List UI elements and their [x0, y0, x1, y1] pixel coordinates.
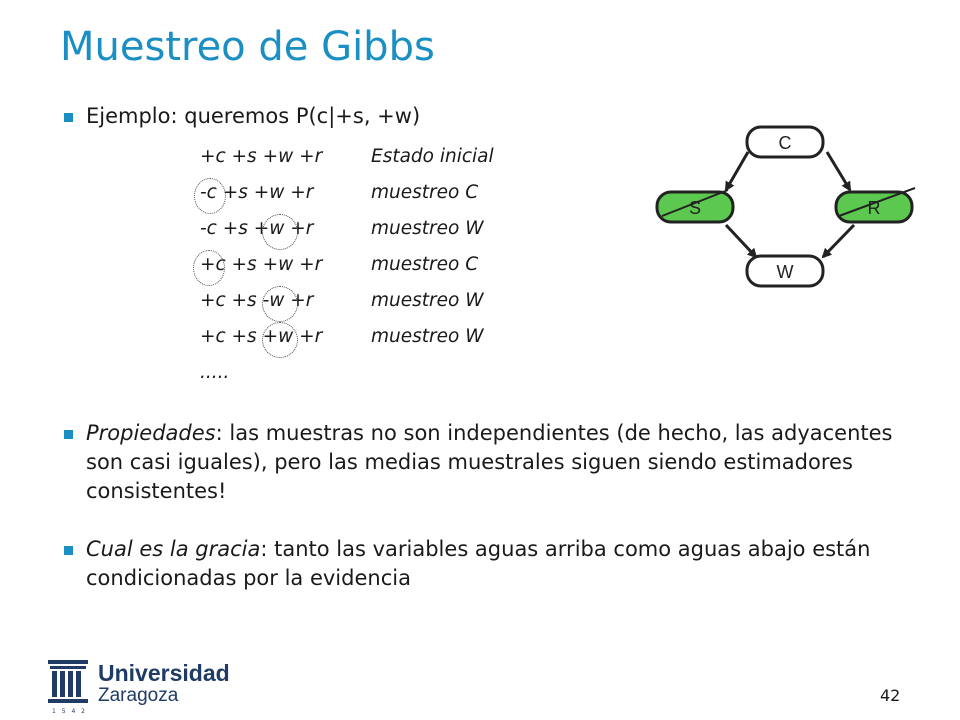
sample-state: +c +s +w +r: [200, 146, 323, 167]
bullet-properties: [86, 419, 906, 506]
sample-ellipsis: .....: [200, 362, 230, 383]
node-c-label: C: [778, 133, 792, 153]
logo-university: Universidad: [98, 660, 230, 686]
university-logo: [46, 656, 230, 715]
page-number: 42: [880, 686, 901, 705]
sample-action: muestreo C: [371, 182, 479, 203]
resample-circle: [262, 286, 298, 322]
slide-title: Muestreo de Gibbs: [60, 24, 435, 70]
resample-circle: [194, 178, 226, 214]
node-s: [657, 190, 733, 222]
sample-state: +c +s +w +r: [200, 326, 323, 347]
properties-term: Propiedades: [86, 421, 216, 445]
edge-c-r: [827, 152, 850, 190]
point-text: : tanto las variables aguas arriba como aguas abajo están condicionadas por la evidencia: [86, 537, 871, 590]
node-r: [836, 188, 915, 222]
bullet-marker: [64, 430, 76, 442]
edge-c-s: [726, 152, 748, 190]
sample-state: -c +s +w +r: [200, 182, 314, 203]
sample-action: muestreo W: [371, 218, 484, 239]
bullet-marker: [64, 113, 76, 125]
resample-circle: [193, 250, 225, 286]
point-term: Cual es la gracia: [86, 537, 261, 561]
sample-state: +c +s +w +r: [200, 254, 323, 275]
resample-circle: [262, 322, 298, 358]
sample-state: -c +s +w +r: [200, 218, 314, 239]
edge-r-w: [823, 225, 854, 257]
edge-s-w: [726, 225, 756, 257]
logo-zaragoza: Zaragoza: [98, 685, 179, 706]
bayes-network-diagram: [640, 110, 930, 300]
logo-year: 1 5 4 2: [52, 708, 87, 715]
node-w-label: W: [776, 262, 794, 282]
properties-text: : las muestras no son independientes (de hecho, las adyacentes son casi iguales), pero las medias muestrales siguen siendo estimadores consistentes!: [86, 421, 893, 503]
sample-state: +c +s -w +r: [200, 290, 314, 311]
sample-action: muestreo W: [371, 326, 484, 347]
resample-circle: [262, 214, 298, 250]
bullet-point: [86, 535, 906, 593]
sample-action: Estado inicial: [371, 146, 494, 167]
node-s-label: S: [688, 198, 702, 218]
sample-action: muestreo C: [371, 254, 479, 275]
node-c: [747, 127, 823, 157]
bullet-marker: [64, 546, 76, 558]
sample-action: muestreo W: [371, 290, 484, 311]
bullet-example: Ejemplo: queremos P(c|+s, +w): [86, 104, 421, 128]
node-w: [747, 256, 823, 286]
university-emblem-icon: [46, 656, 92, 708]
node-r-label: R: [867, 198, 881, 218]
